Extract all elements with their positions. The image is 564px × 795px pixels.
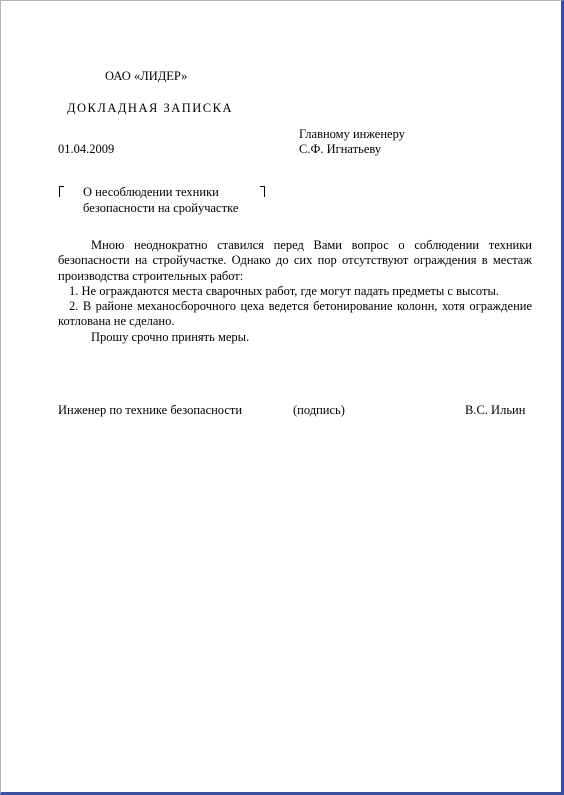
document-date: 01.04.2009 — [58, 142, 115, 156]
subject-line-2: безопасности на сройучастке — [83, 201, 239, 215]
subject-line-1: О несоблюдении техники — [83, 185, 219, 199]
body-request: Прошу срочно принять меры. — [91, 329, 250, 344]
body-item-2: 2. В районе механосборочного цеха ведется бетонирование колонн, хотя ограждение котлована не сделано. — [58, 299, 532, 329]
signer-name: В.С. Ильин — [465, 403, 526, 417]
document-title: ДОКЛАДНАЯ ЗАПИСКА — [67, 101, 233, 115]
subject-bracket-right — [260, 186, 265, 197]
body-item-1: 1. Не ограждаются места сварочных работ, где могут падать предметы с высоты. — [69, 283, 500, 298]
body-paragraph-intro: Мною неоднократно ставился перед Вами вопрос о соблюдении техники безопасности на стройучастке. Однако до сих пор отсутствуют ограждения в местаж производства строительных работ: — [58, 238, 532, 283]
subject-bracket-left — [59, 186, 64, 197]
signature-placeholder: (подпись) — [293, 403, 345, 417]
signer-position: Инженер по технике безопасности — [58, 403, 243, 417]
addressee-name: С.Ф. Игнатьеву — [299, 142, 382, 156]
document-body — [58, 238, 532, 345]
addressee-position: Главному инженеру — [299, 127, 405, 141]
organization-name: ОАО «ЛИДЕР» — [105, 69, 188, 83]
